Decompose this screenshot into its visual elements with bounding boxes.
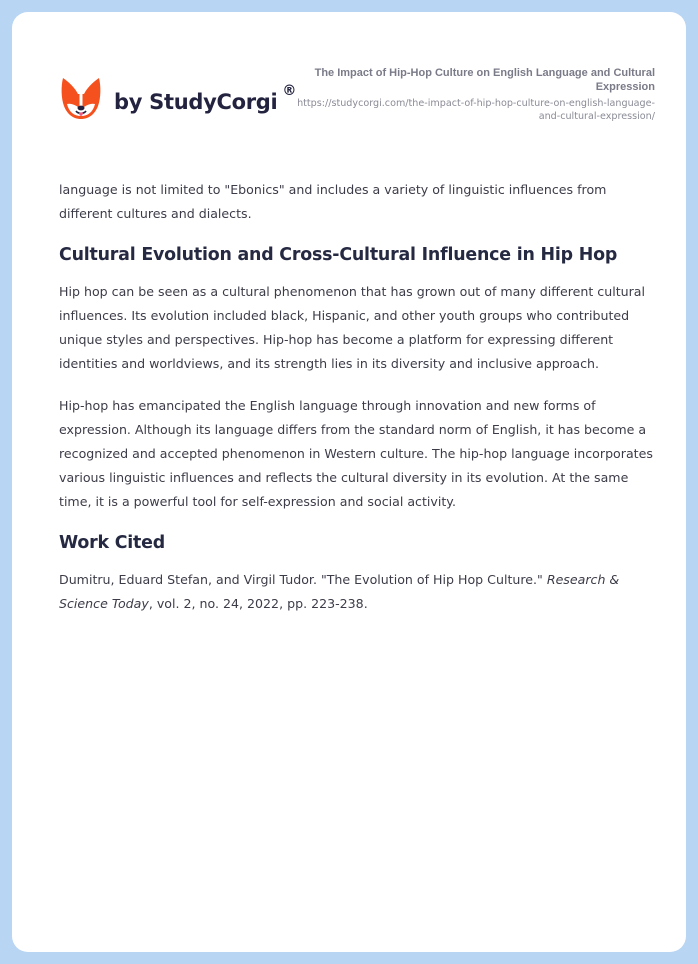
- citation: [59, 568, 659, 616]
- document-url[interactable]: https://studycorgi.com/the-impact-of-hip-hop-culture-on-english-language-and-cultural-expression/: [297, 98, 655, 122]
- citation-details: , vol. 2, no. 24, 2022, pp. 223-238.: [148, 596, 368, 611]
- paragraph: Hip hop can be seen as a cultural phenomenon that has grown out of many different cultural influences. Its evolution included black, Hispanic, and other youth groups who contributed unique styles and perspectives. Hip-hop has become a platform for expressing different identities and worldviews, and its strength lies in its diversity and inclusive approach.: [59, 284, 646, 371]
- studycorgi-logo[interactable]: [60, 76, 296, 122]
- logo-text: by StudyCorgi: [114, 90, 278, 114]
- article-body: [59, 178, 659, 616]
- registered-mark: ®: [282, 83, 297, 99]
- document-title: The Impact of Hip-Hop Culture on English Language and Cultural Expression: [314, 67, 655, 93]
- document-page: [12, 12, 686, 952]
- section-heading-work-cited: Work Cited: [59, 533, 165, 553]
- intro-paragraph: language is not limited to "Ebonics" and includes a variety of linguistic influences from different cultures and dialects.: [59, 182, 607, 221]
- citation-authors-title: Dumitru, Eduard Stefan, and Virgil Tudor. "The Evolution of Hip Hop Culture.": [59, 572, 547, 587]
- corgi-icon: [60, 76, 102, 122]
- section-heading-cultural-evolution: Cultural Evolution and Cross-Cultural Influence in Hip Hop: [59, 245, 618, 265]
- page-header: [12, 12, 686, 152]
- citation-journal: Research & Science Today: [59, 572, 620, 611]
- paragraph: Hip-hop has emancipated the English language through innovation and new forms of expression. Although its language differs from the standard norm of English, it has become a recognized and accepted phenomenon in Western culture. The hip-hop language incorporates various linguistic influences and reflects the cultural diversity in its evolution. At the same time, it is a powerful tool for self-expression and social activity.: [59, 398, 653, 509]
- document-meta: [295, 66, 655, 123]
